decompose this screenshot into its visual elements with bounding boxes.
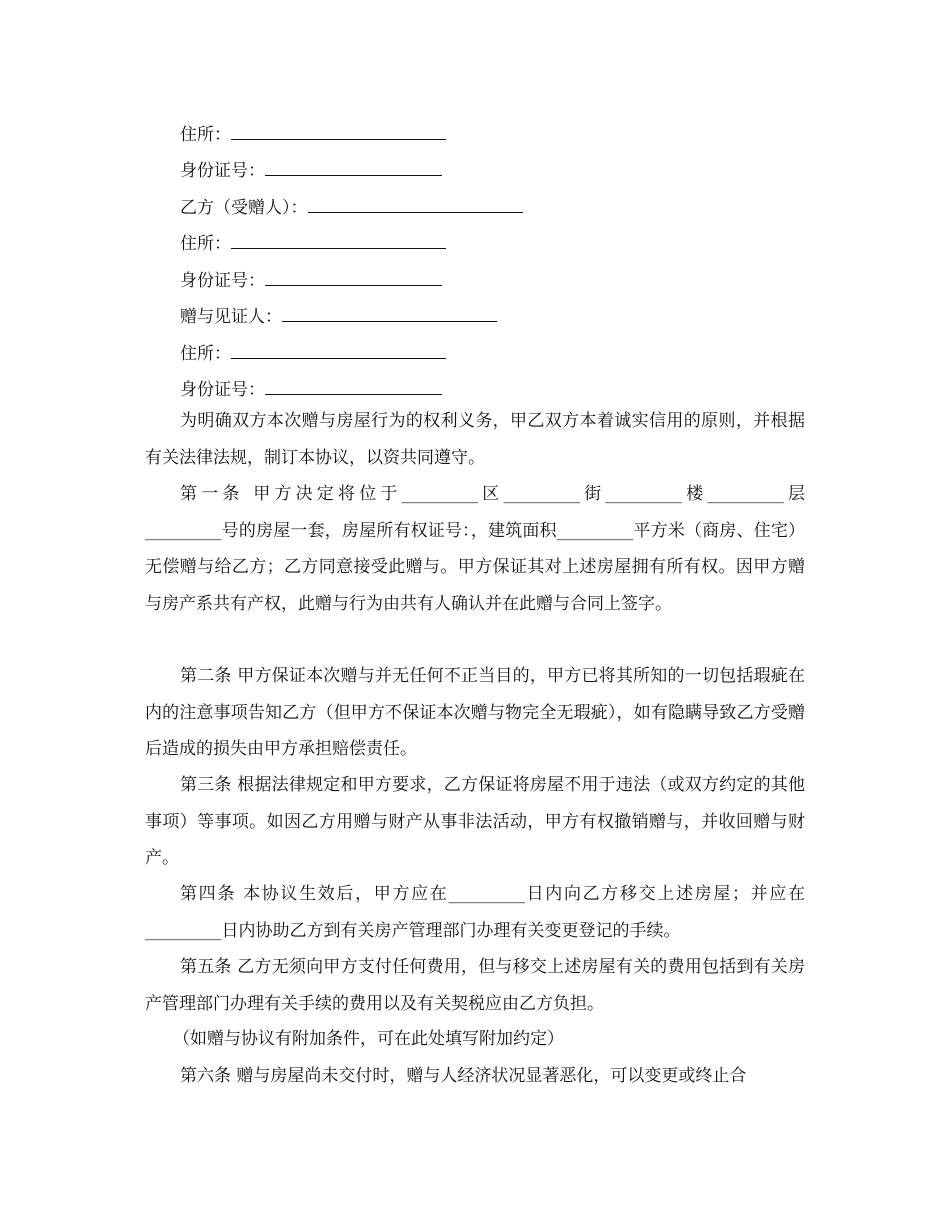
fill-blank[interactable]	[231, 121, 446, 140]
fill-blank[interactable]	[231, 230, 446, 249]
field-address-1	[180, 121, 446, 146]
supplementary-note: （如赠与协议有附加条件，可在此处填写附加约定）	[173, 1029, 564, 1049]
article-4: 第四条 本协议生效后，甲方应在_________日内向乙方移交上述房屋；并应在_________日内协助乙方到有关房产管理部门办理有关变更登记的手续。	[145, 884, 805, 941]
fill-blank[interactable]	[265, 157, 442, 176]
preamble-paragraph: 为明确双方本次赠与房屋行为的权利义务，甲乙双方本着诚实信用的原则，并根据有关法律法规，制订本协议，以资共同遵守。	[145, 411, 805, 468]
field-label: 住所：	[180, 234, 231, 254]
field-id-number-3	[180, 376, 442, 401]
field-label: 赠与见证人：	[180, 307, 282, 327]
fill-blank[interactable]	[265, 267, 442, 286]
field-witness	[180, 303, 497, 328]
article-5: 第五条 乙方无须向甲方支付任何费用，但与移交上述房屋有关的费用包括到有关房产管理部门办理有关手续的费用以及有关契税应由乙方负担。	[145, 957, 805, 1014]
article-1: 第一条 甲方决定将位于_________区_________街_________楼_________层_________号的房屋一套，房屋所有权证号：，建筑面积_________平方米（商房、住宅）无偿赠与给乙方；乙方同意接受此赠与。甲方保证其对上述房屋拥有所有权。因甲方赠与房产系共有产权，此赠与行为由共有人确认并在此赠与合同上签字。	[145, 484, 805, 614]
fill-blank[interactable]	[308, 194, 523, 213]
field-id-number-2	[180, 267, 442, 292]
field-label: 住所：	[180, 125, 231, 145]
field-id-number-1	[180, 157, 442, 182]
fill-blank[interactable]	[231, 340, 446, 359]
field-label: 身份证号：	[180, 380, 265, 400]
article-3: 第三条 根据法律规定和甲方要求，乙方保证将房屋不用于违法（或双方约定的其他事项）等事项。如因乙方用赠与财产从事非法活动，甲方有权撤销赠与，并收回赠与财产。	[145, 775, 805, 868]
field-label: 乙方（受赠人）：	[180, 198, 308, 218]
field-label: 身份证号：	[180, 161, 265, 181]
article-6: 第六条 赠与房屋尚未交付时，赠与人经济状况显著恶化，可以变更或终止合	[180, 1066, 747, 1086]
field-party-b	[180, 194, 523, 219]
article-2: 第二条 甲方保证本次赠与并无任何不正当目的，甲方已将其所知的一切包括瑕疵在内的注意事项告知乙方（但甲方不保证本次赠与物完全无瑕疵），如有隐瞒导致乙方受赠后造成的损失由甲方承担赔偿责任。	[145, 666, 805, 759]
field-address-2	[180, 230, 446, 255]
fill-blank[interactable]	[282, 303, 497, 322]
fill-blank[interactable]	[265, 376, 442, 395]
field-label: 身份证号：	[180, 271, 265, 291]
field-label: 住所：	[180, 344, 231, 364]
field-address-3	[180, 340, 446, 365]
